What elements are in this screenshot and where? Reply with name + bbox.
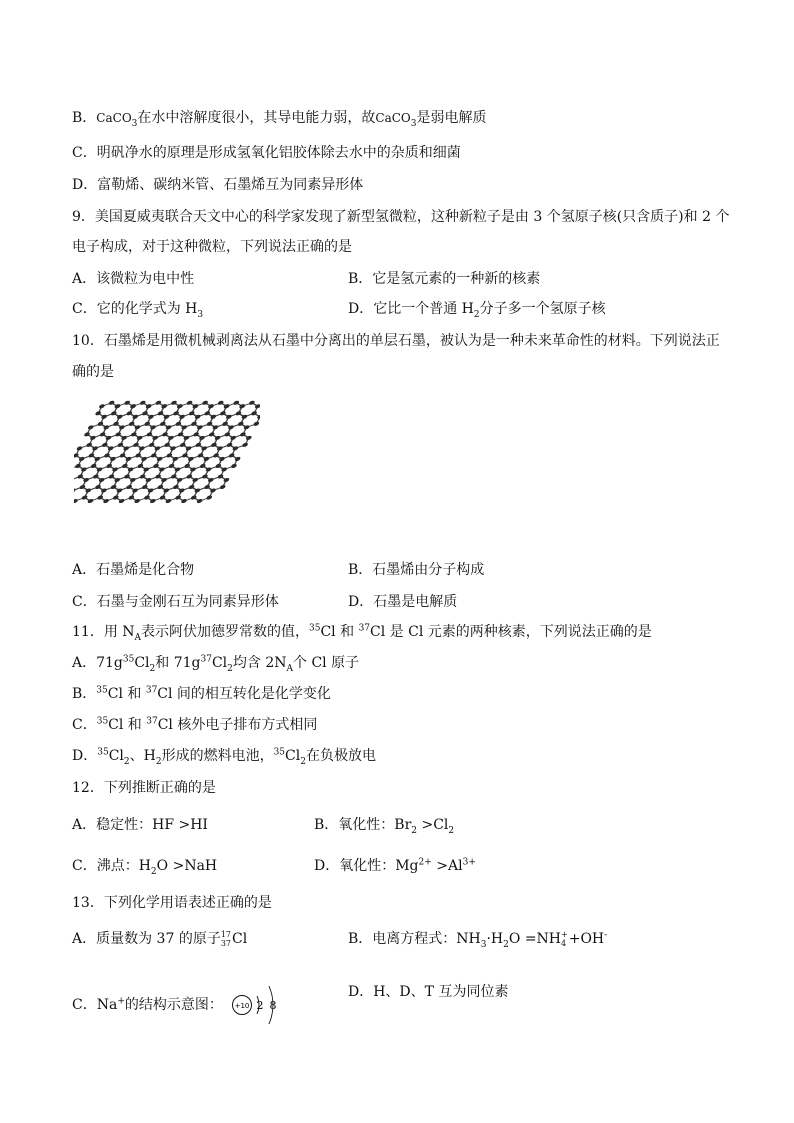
q10-options-row2 [72, 592, 458, 612]
q12-options-row1 [72, 815, 455, 836]
q9-option-b: B．它是氢元素的一种新的核素 [348, 271, 541, 287]
q8-option-d: D．富勒烯、碳纳米管、石墨烯互为同素异形体 [72, 177, 364, 193]
q9-option-c: C．它的化学式为 $H_3$ [72, 301, 204, 320]
q13-option-a: A．质量数为 37 的原子 17 37 Cl [72, 930, 248, 948]
q10-option-d: D．石墨是电解质 [348, 594, 458, 610]
q12-option-c: C．沸点：$H_2O >NaH$ [72, 858, 218, 877]
q12-options-row2 [72, 856, 476, 877]
q9-option-d: D．它比一个普通 $H_2$分子多一个氢原子核 [348, 301, 606, 320]
q9-option-a: A．该微粒为电中性 [72, 271, 195, 287]
q11-option-a: A．$71g^{35}Cl_2$和 $71g^{37}Cl_2$均含 $2N_A$个 Cl 原子 [72, 654, 360, 674]
q10-option-a: A．石墨烯是化合物 [72, 562, 195, 578]
q9-stem-line2: 电子构成，对于这种微粒，下列说法正确的是 [72, 239, 352, 255]
svg-text:8: 8 [269, 999, 277, 1012]
q10-stem-line1: 10．石墨烯是用微机械剥离法从石墨中分离出的单层石墨，被认为是一种未来革命性的材料。下列说法正 [72, 333, 720, 349]
q12-option-a: A．稳定性：HF >HI [72, 817, 208, 833]
q13-options-row1 [72, 929, 608, 950]
q8-option-b: B．CaCO$_3$在水中溶解度很小，其导电能力弱，故CaCO$_3$是弱电解质 [72, 110, 487, 129]
q12-stem: 12．下列推断正确的是 [72, 780, 216, 796]
q10-option-b: B．石墨烯由分子构成 [348, 562, 485, 578]
svg-text:2: 2 [256, 999, 264, 1012]
q13-option-b: B．电离方程式：$NH_3\cdot H_2O =NH$ + 4 +OH- [348, 930, 608, 950]
q10-option-c: C．石墨与金刚石互为同素异形体 [72, 594, 279, 610]
q11-option-d: D．$^{35}Cl_2$、$H_2$形成的燃料电池，$^{35}Cl_2$在负极放电 [72, 747, 376, 767]
q8-option-c: C．明矾净水的原理是形成氢氧化铝胶体除去水中的杂质和细菌 [72, 145, 461, 161]
q12-option-d: D．氧化性：$Mg^{2+} >Al^{3+}$ [314, 857, 476, 874]
q13-option-d: D．H、D、T 互为同位素 [348, 984, 509, 1000]
q10-options-row1 [72, 560, 485, 580]
q10-stem-line2: 确的是 [72, 364, 114, 380]
sodium-ion-structure-diagram [231, 982, 283, 1028]
q11-option-b: B．$^{35}$Cl 和 $^{37}$Cl 间的相互转化是化学变化 [72, 685, 331, 702]
q11-option-c: C．$^{35}$Cl 和 $^{37}$Cl 核外电子排布方式相同 [72, 716, 318, 733]
q13-options-row2 [72, 982, 509, 1028]
q9-options-row1 [72, 269, 541, 289]
q13-option-c: C．Na+的结构示意图： +10 2 8 [72, 997, 283, 1013]
q9-options-row2 [72, 299, 606, 320]
q12-option-b: B．氧化性：$Br_2 >Cl_2$ [314, 817, 455, 836]
q13-stem: 13．下列化学用语表述正确的是 [72, 895, 272, 911]
q11-stem: 11．用 $N_A$表示阿伏加德罗常数的值，$^{35}$Cl 和 $^{37}$Cl 是 Cl 元素的两种核素，下列说法正确的是 [72, 623, 652, 643]
q9-stem-line1: 9．美国夏威夷联合天文中心的科学家发现了新型氢微粒，这种新粒子是由 3 个氢原子核(只含质子)和 2 个 [72, 209, 730, 225]
svg-text:+10: +10 [234, 1002, 250, 1010]
graphene-lattice-image [74, 394, 260, 544]
